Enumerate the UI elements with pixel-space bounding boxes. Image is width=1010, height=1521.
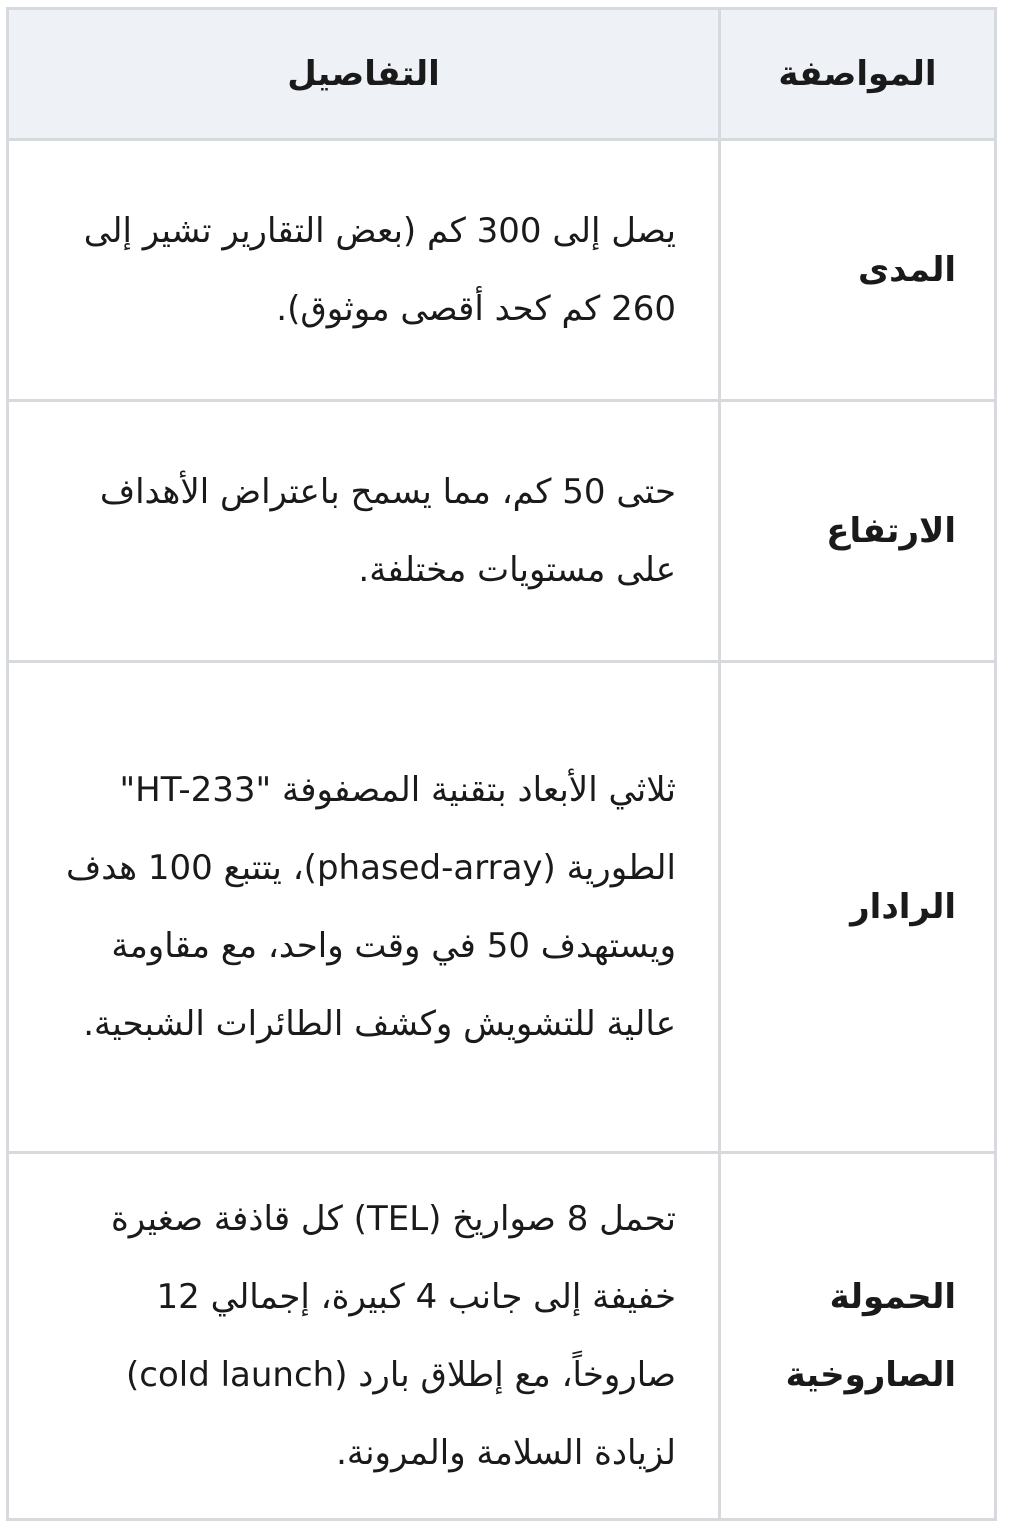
spec-table-container: [6, 7, 994, 1473]
spec-table: [6, 7, 997, 1521]
spec-cell: الرادار: [720, 662, 996, 1153]
table-row: [8, 140, 996, 401]
spec-cell: الحمولة الصاروخية: [720, 1153, 996, 1520]
details-cell: ثلاثي الأبعاد بتقنية المصفوفة "HT-233" الطورية (phased-array)، يتتبع 100 هدف ويستهدف 50 في وقت واحد، مع مقاومة عالية للتشويش وكشف الطائرات الشبحية.: [8, 662, 720, 1153]
table-row: [8, 401, 996, 662]
spec-cell: الارتفاع: [720, 401, 996, 662]
header-details: التفاصيل: [8, 9, 720, 140]
table-row: [8, 662, 996, 1153]
header-spec: المواصفة: [720, 9, 996, 140]
table-row: [8, 1153, 996, 1520]
details-cell: حتى 50 كم، مما يسمح باعتراض الأهداف على مستويات مختلفة.: [8, 401, 720, 662]
table-header-row: [8, 9, 996, 140]
details-cell: يصل إلى 300 كم (بعض التقارير تشير إلى 260 كم كحد أقصى موثوق).: [8, 140, 720, 401]
details-cell: تحمل 8 صواريخ (TEL) كل قاذفة صغيرة خفيفة إلى جانب 4 كبيرة، إجمالي 12 صاروخاً، مع إطلاق بارد (cold launch) لزيادة السلامة والمرونة.: [8, 1153, 720, 1520]
spec-cell: المدى: [720, 140, 996, 401]
